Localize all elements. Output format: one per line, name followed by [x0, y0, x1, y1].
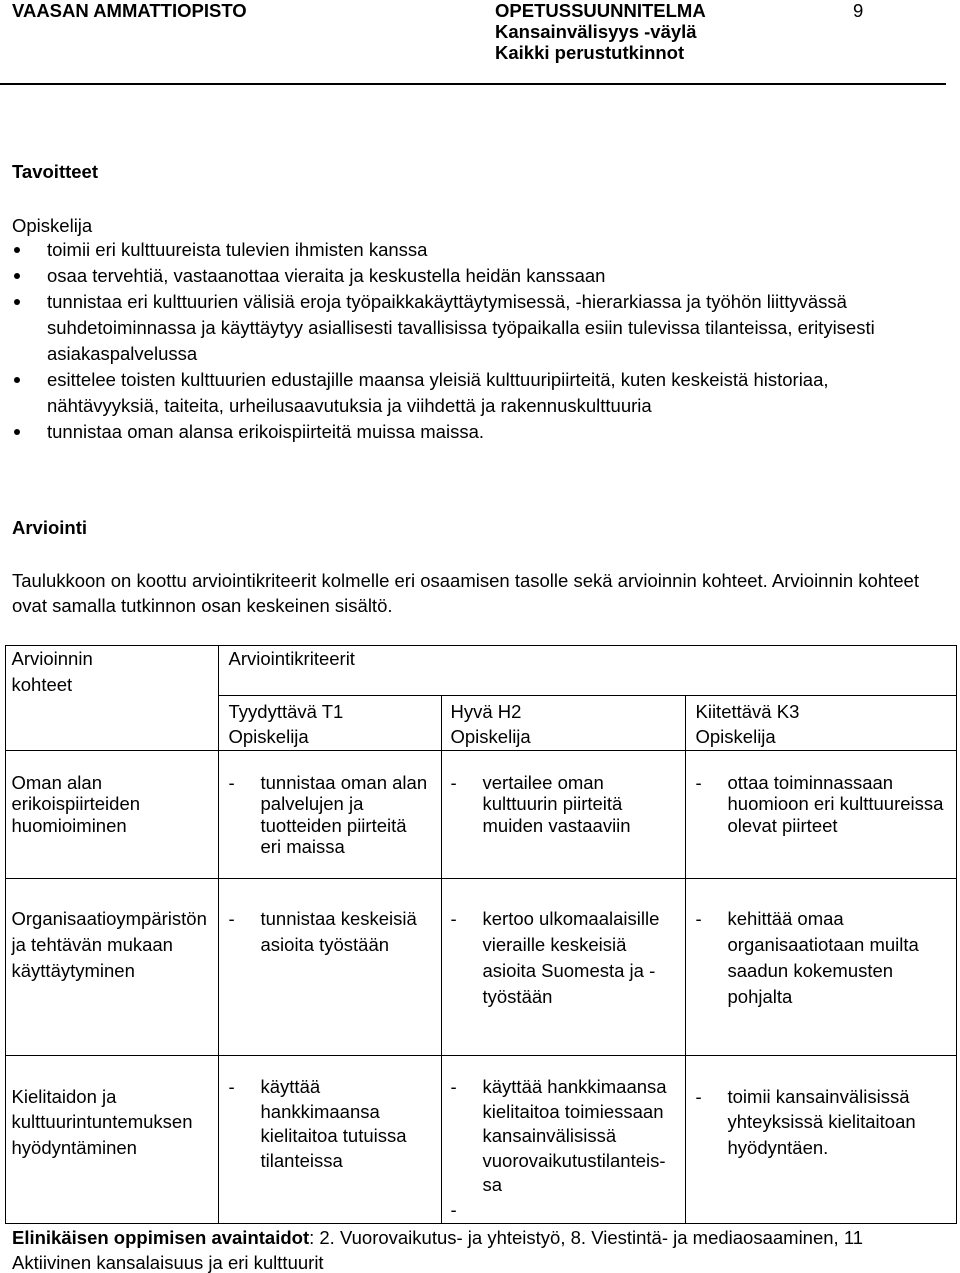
objective-item — [12, 237, 947, 263]
table-header-criteria — [218, 645, 957, 695]
objective-item — [12, 289, 947, 367]
criteria-line: kertoo ulkomaalaisille — [482, 907, 660, 929]
criteria-cell-t1 — [218, 878, 441, 1055]
objective-line: osaa tervehtiä, vastaanottaa vieraita ja keskustella heidän kanssaan — [47, 265, 606, 286]
criteria-cell-k3 — [685, 750, 957, 878]
pathway-name: Kansainvälisyys -väylä — [495, 21, 697, 42]
assessment-intro — [12, 568, 919, 618]
target-line: Organisaatioympäristön — [11, 907, 207, 929]
criteria-line: vieraille keskeisiä — [482, 933, 627, 955]
level-name: Hyvä H2 — [450, 701, 522, 722]
dash-marker: - — [228, 907, 235, 929]
level-header-h2 — [441, 695, 685, 750]
criteria-item — [229, 772, 442, 857]
target-line: kulttuurintuntemuksen — [11, 1111, 193, 1133]
objective-line: esittelee toisten kulttuurien edustajille maansa yleisiä kulttuuripiirteitä, kuten keskeistä historiaa, — [47, 369, 829, 390]
criteria-line: tunnistaa keskeisiä — [260, 907, 417, 929]
criteria-item — [451, 772, 686, 836]
objective-item — [12, 263, 947, 289]
criteria-item — [229, 1075, 442, 1173]
dash-marker: - — [228, 1076, 235, 1098]
criteria-line: olevat piirteet — [727, 814, 838, 836]
objectives-subject: Opiskelija — [12, 215, 93, 236]
objective-line: tunnistaa oman alansa erikoispiirteitä muissa maissa. — [47, 421, 485, 442]
criteria-cell-h2 — [441, 750, 685, 878]
criteria-line: tunnistaa oman alan — [260, 772, 428, 793]
level-subject: Opiskelija — [450, 726, 531, 747]
header-divider — [0, 83, 946, 85]
criteria-line: yhteyksissä kielitaitoan — [727, 1111, 916, 1133]
bullet-icon — [14, 247, 20, 253]
bullet-icon — [14, 429, 20, 435]
target-cell — [5, 1055, 218, 1224]
target-line: Kielitaidon ja — [11, 1085, 117, 1107]
page-number: 9 — [853, 0, 864, 21]
criteria-line: organisaatiotaan muilta — [727, 933, 919, 955]
bullet-icon — [14, 273, 20, 279]
target-line: käyttäytyminen — [11, 959, 135, 981]
dash-marker: - — [228, 772, 235, 793]
criteria-line: pohjalta — [727, 985, 793, 1007]
target-line: huomioiminen — [11, 814, 127, 836]
level-name: Tyydyttävä T1 — [228, 701, 344, 722]
level-subject: Opiskelija — [228, 726, 309, 747]
bullet-icon — [14, 377, 20, 383]
criteria-cell-k3 — [685, 878, 957, 1055]
dash-marker: - — [450, 907, 457, 929]
objective-line: nähtävyyksiä, taiteita, urheilusaavutuksia ja viihdettä ja rakennuskulttuuria — [47, 395, 652, 416]
objectives-list — [12, 237, 947, 445]
criteria-line: saadun kokemusten — [727, 959, 894, 981]
level-header-t1 — [218, 695, 441, 750]
scope-name: Kaikki perustutkinnot — [495, 42, 685, 63]
assessment-table — [5, 645, 957, 1224]
document-header — [495, 0, 706, 63]
assessment-heading: Arviointi — [12, 517, 88, 538]
intro-line: Taulukkoon on koottu arviointikriteerit kolmelle eri osaamisen tasolle sekä arvioinnin kohteet. Arvioinnin kohteet — [12, 569, 919, 591]
criteria-line: käyttää — [260, 1076, 321, 1098]
criteria-line: tuotteiden piirteitä — [260, 814, 407, 836]
target-line: Oman alan — [11, 772, 102, 793]
criteria-item — [696, 906, 958, 1010]
dash-marker: - — [695, 1085, 702, 1107]
objective-item — [12, 419, 947, 445]
organization-name: VAASAN AMMATTIOPISTO — [12, 0, 247, 21]
level-header-k3 — [685, 695, 957, 750]
key-competences-text: : 2. Vuorovaikutus- ja yhteistyö, 8. Viestintä- ja mediaosaaminen, 11 — [309, 1226, 864, 1248]
level-subject: Opiskelija — [695, 726, 776, 747]
criteria-cell-h2 — [441, 1055, 685, 1224]
criteria-line: vertailee oman — [482, 772, 604, 793]
dash-marker: - — [450, 772, 457, 793]
header-line: Arviointikriteerit — [228, 648, 355, 669]
criteria-line: kielitaitoa tutuissa — [260, 1125, 407, 1147]
criteria-line: eri maissa — [260, 835, 345, 857]
criteria-cell-h2 — [441, 878, 685, 1055]
objective-item — [12, 367, 947, 419]
table-header-targets — [5, 645, 218, 750]
criteria-line: palvelujen ja — [260, 793, 364, 815]
criteria-cell-t1 — [218, 750, 441, 878]
target-line: hyödyntäminen — [11, 1136, 137, 1158]
criteria-line: ottaa toiminnassaan — [727, 772, 894, 793]
criteria-line: kulttuurin piirteitä — [482, 793, 623, 815]
objectives-heading: Tavoitteet — [12, 161, 99, 182]
key-competences-line — [12, 1225, 863, 1250]
objective-line: toimii eri kulttuureista tulevien ihmisten kanssa — [47, 239, 428, 260]
criteria-line: asioita Suomesta ja - — [482, 959, 656, 981]
criteria-line: huomioon eri kulttuureissa — [727, 793, 944, 815]
criteria-line: käyttää hankkimaansa — [482, 1076, 667, 1098]
criteria-line: asioita työstään — [260, 933, 390, 955]
criteria-item — [696, 772, 958, 836]
key-competences-label: Elinikäisen oppimisen avaintaidot — [12, 1226, 310, 1248]
criteria-line: työstään — [482, 985, 553, 1007]
header-line: kohteet — [11, 674, 73, 695]
dash-marker: - — [450, 1198, 457, 1220]
dash-marker: - — [695, 772, 702, 793]
criteria-line: kansainvälisissä — [482, 1125, 617, 1147]
criteria-line: hyödyntäen. — [727, 1136, 829, 1158]
objective-line: suhdetoiminnassa ja käyttäytyy asiallisesti tavallisissa työpaikalla esiin tulevissa tilanteissa, erityisesti — [47, 317, 875, 338]
target-cell — [5, 750, 218, 878]
criteria-line: toimii kansainvälisissä — [727, 1085, 910, 1107]
criteria-line: kielitaitoa toimiessaan — [482, 1100, 664, 1122]
criteria-item — [451, 1198, 686, 1223]
document-title: OPETUSSUUNNITELMA — [495, 0, 706, 21]
criteria-line: vuorovaikutustilanteis- — [482, 1149, 666, 1171]
criteria-line: muiden vastaaviin — [482, 814, 631, 836]
dash-marker: - — [695, 907, 702, 929]
criteria-line: tilanteissa — [260, 1149, 343, 1171]
criteria-line: hankkimaansa — [260, 1100, 380, 1122]
level-name: Kiitettävä K3 — [695, 701, 800, 722]
objective-line: asiakaspalvelussa — [47, 343, 198, 364]
key-competences-line: Aktiivinen kansalaisuus ja eri kulttuurit — [12, 1251, 324, 1273]
key-competences — [12, 1225, 863, 1273]
target-line: ja tehtävän mukaan — [11, 933, 173, 955]
dash-marker: - — [450, 1076, 457, 1098]
criteria-item — [451, 906, 686, 1010]
target-cell — [5, 878, 218, 1055]
criteria-item — [451, 1075, 686, 1198]
criteria-item — [696, 1084, 958, 1161]
criteria-line: kehittää omaa — [727, 907, 844, 929]
bullet-icon — [14, 299, 20, 305]
criteria-cell-t1 — [218, 1055, 441, 1224]
header-line: Arvioinnin — [11, 648, 93, 669]
criteria-cell-k3 — [685, 1055, 957, 1224]
target-line: erikoispiirteiden — [11, 793, 141, 815]
intro-line: ovat samalla tutkinnon osan keskeinen sisältö. — [12, 594, 393, 616]
criteria-item — [229, 906, 442, 958]
objective-line: tunnistaa eri kulttuurien välisiä eroja työpaikkakäyttäytymisessä, -hierarkiassa ja työhön liittyvässä — [47, 291, 847, 312]
criteria-line: sa — [482, 1174, 503, 1196]
